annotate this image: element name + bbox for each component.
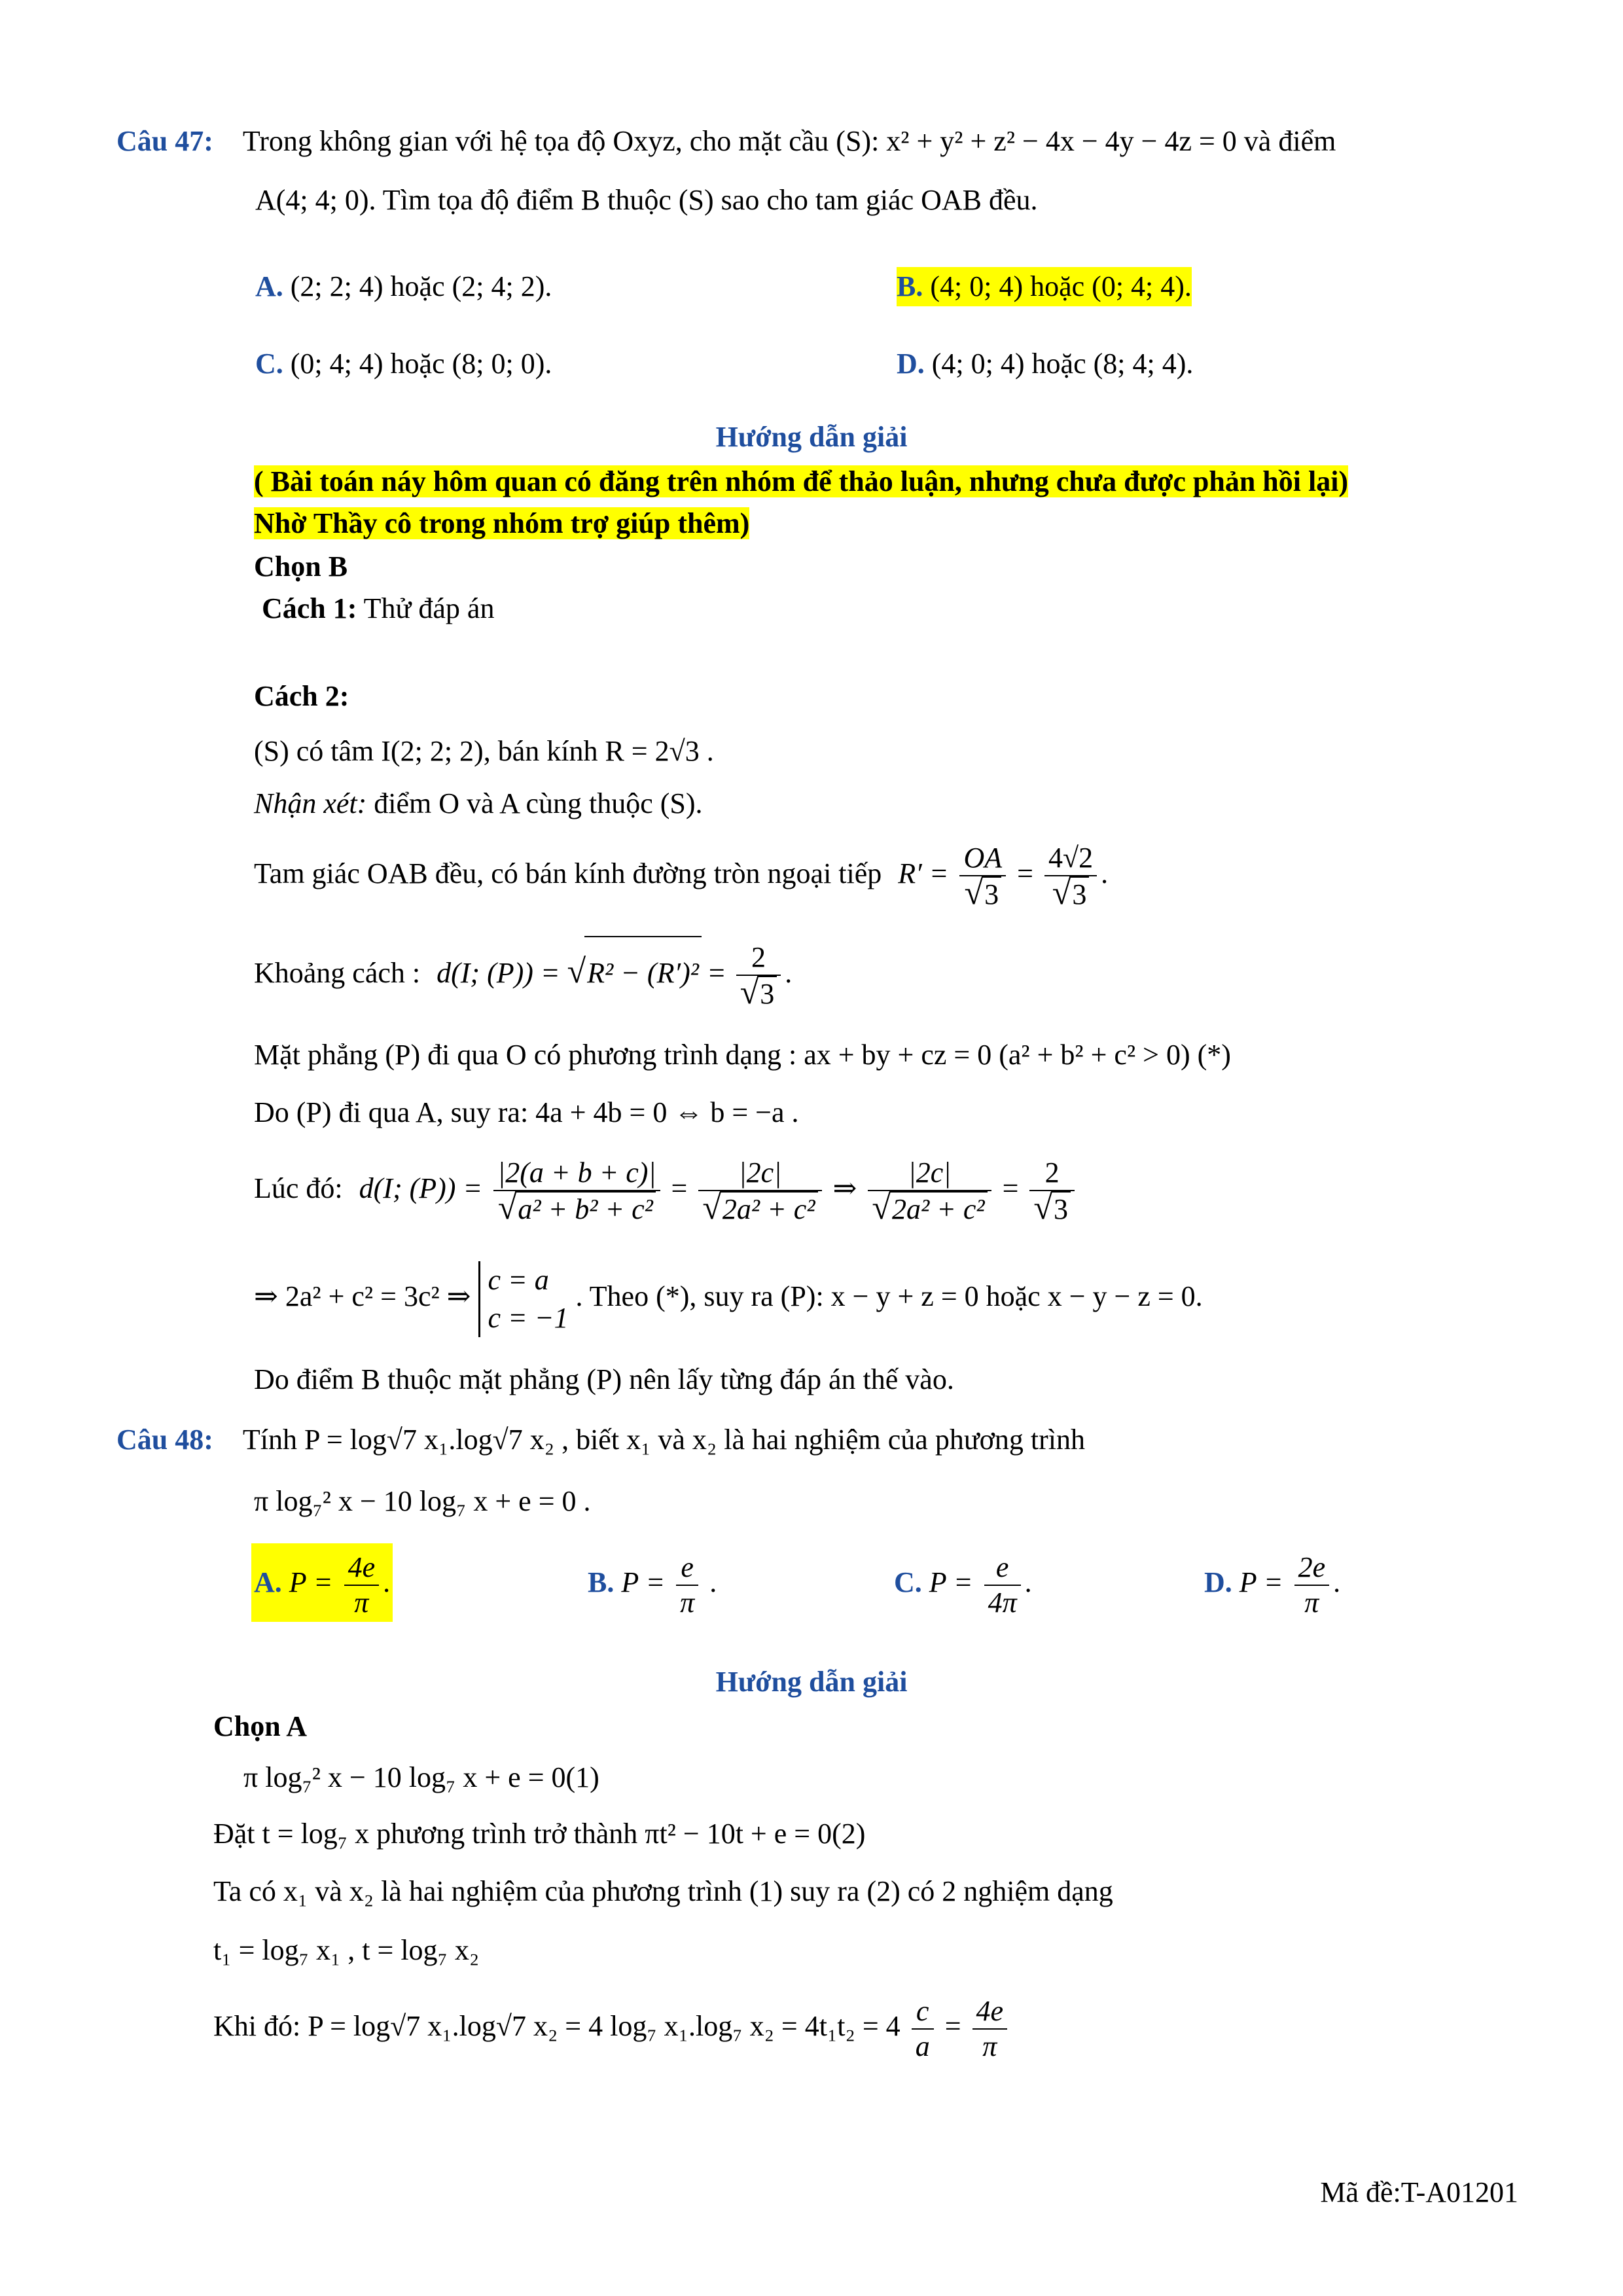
q48-stem-1: Tính P = log√7 x₁.log√7 x₂ , biết x₁ và x₂ là hai nghiệm của phương trình	[242, 1424, 1086, 1456]
frac-num: 2e	[1294, 1551, 1330, 1586]
q47-option-b-text: (4; 0; 4) hoặc (0; 4; 4).	[930, 270, 1192, 302]
frac-den: 4π	[988, 1586, 1017, 1619]
q48-line-5-frac-2	[972, 1994, 1008, 2064]
q48-line-1: π log₇² x − 10 log₇ x + e = 0(1)	[243, 1761, 599, 1793]
q47-step-8-post: . Theo (*), suy ra (P): x − y + z = 0 hoặc x − y − z = 0.	[575, 1280, 1203, 1312]
q47-step-2-label: Nhận xét:	[254, 787, 367, 819]
frac-den: 3	[1051, 1191, 1071, 1227]
q47-option-b-label: B.	[897, 270, 923, 302]
q48-choose: Chọn A	[213, 1710, 308, 1742]
q47-step-4-text: Khoảng cách :	[254, 957, 421, 989]
frac-den: 3	[1069, 876, 1089, 912]
q47-step-5: Mặt phẳng (P) đi qua O có phương trình dạng : ax + by + cz = 0 (a² + b² + c² > 0) (*)	[254, 1039, 1231, 1071]
q47-option-b	[897, 267, 1192, 306]
q47-case-1: c = a	[488, 1263, 549, 1296]
q47-note-1	[254, 462, 1348, 501]
q48-option-a-frac	[344, 1551, 380, 1620]
q47-choose: Chọn B	[254, 550, 348, 583]
q48-option-b: B. P = $\frac{e}{\pi}$ .	[588, 1551, 717, 1619]
q48-option-d-frac	[1294, 1551, 1330, 1620]
q48-line-2: Đặt t = log₇ x phương trình trở thành πt² − 10t + e = 0(2)	[213, 1818, 866, 1850]
q48-option-a-label: A.	[254, 1566, 282, 1598]
q47-step-7-lhs: d(I; (P)) =	[359, 1172, 483, 1204]
q47-case-2: c = −1	[488, 1301, 569, 1334]
frac-den: 2a² + c²	[720, 1191, 818, 1227]
q48-guide-title: Hướng dẫn giải	[715, 1666, 908, 1698]
frac-den: 2a² + c²	[889, 1191, 988, 1227]
exam-code-footer: Mã đề:T-A01201	[1320, 2176, 1518, 2208]
q47-note-2	[254, 504, 749, 543]
q48-option-b-label: B.	[588, 1566, 615, 1598]
frac-num: 4e	[972, 1994, 1008, 2030]
frac-den: 3	[757, 976, 777, 1011]
q47-step-3-text: Tam giác OAB đều, có bán kính đường tròn ngoại tiếp	[254, 857, 882, 889]
q47-option-c	[255, 344, 552, 384]
q47-option-a	[255, 267, 552, 306]
q47-step-7-frac-2: $\frac{|2c|}{\text{√2a² + c²}}$	[698, 1156, 821, 1227]
frac-den: a² + b² + c²	[515, 1191, 656, 1227]
q47-step-7-frac-3: $\frac{|2c|}{\text{√2a² + c²}}$	[868, 1156, 991, 1227]
q48-option-d: D. P = $\frac{2e}{\pi}$ .	[1204, 1551, 1341, 1619]
q47-option-a-text: (2; 2; 4) hoặc (2; 4; 2).	[290, 270, 552, 302]
frac-num: OA	[959, 841, 1006, 876]
q47-way1-text: Thử đáp án	[363, 592, 495, 624]
q47-step-4-frac: $\frac{2}{√3}$	[736, 941, 781, 1011]
q48-option-c-label: C.	[894, 1566, 922, 1598]
q47-step-3-lhs: R′ =	[898, 857, 949, 889]
q48-line1	[116, 1420, 1085, 1460]
q48-option-a: A. P = $\frac{4e}{\pi}$ .	[251, 1543, 393, 1622]
q47-step-4: Khoảng cách : d(I; (P)) = √R² − (R′)² = $\frac{2}{√3}$ .	[254, 936, 792, 1011]
frac-num: c	[912, 1994, 934, 2030]
q47-option-c-text: (0; 4; 4) hoặc (8; 0; 0).	[290, 348, 552, 380]
q47-guide-title: Hướng dẫn giải	[715, 421, 908, 453]
frac-num: e	[676, 1551, 698, 1586]
q48-option-c-lhs: P =	[929, 1566, 973, 1598]
q47-step-3-frac-1: $\frac{OA}{√3}$	[959, 841, 1006, 912]
q47-line1	[116, 122, 1336, 161]
frac-den: π	[982, 2030, 997, 2062]
q47-way1	[262, 589, 494, 628]
frac-num: 4e	[344, 1551, 380, 1586]
q47-step-1: (S) có tâm I(2; 2; 2), bán kính R = 2√3 .	[254, 735, 714, 767]
q47-note-1-text: ( Bài toán náy hôm quan có đăng trên nhóm để thảo luận, nhưng chưa được phản hồi lại)	[254, 465, 1349, 497]
q47-step-7-frac-1: $\frac{|2(a + b + c)|}{\text{√a² + b² + c²}}$	[493, 1156, 660, 1227]
q48-line-3: Ta có x₁ và x₂ là hai nghiệm của phương trình (1) suy ra (2) có 2 nghiệm dạng	[213, 1875, 1113, 1907]
frac-num: |2c|	[868, 1156, 991, 1191]
q48-line2: π log₇² x − 10 log₇ x + e = 0 .	[254, 1485, 591, 1517]
frac-den: π	[354, 1586, 369, 1619]
frac-num: e	[984, 1551, 1021, 1586]
q48-option-d-lhs: P =	[1239, 1566, 1283, 1598]
q47-way2-label: Cách 2:	[254, 680, 349, 712]
q47-step-8-cases	[478, 1261, 569, 1337]
frac-den: π	[1304, 1586, 1319, 1619]
q47-option-d	[897, 344, 1193, 384]
q47-step-3-frac-2: $\frac{4√2}{√3}$	[1044, 841, 1097, 912]
q47-step-2	[254, 784, 703, 823]
q48-line-5-frac-1	[912, 1994, 934, 2064]
q47-note-2-text: Nhờ Thầy cô trong nhóm trợ giúp thêm)	[254, 507, 750, 539]
q48-line-4: t₁ = log₇ x₁ , t = log₇ x₂	[213, 1934, 480, 1966]
frac-num: 2	[1029, 1156, 1075, 1191]
q47-step-6: Do (P) đi qua A, suy ra: 4a + 4b = 0 ⇔ b = −a .	[254, 1096, 799, 1128]
q47-step-7-text: Lúc đó:	[254, 1172, 343, 1204]
q47-option-d-label: D.	[897, 348, 925, 380]
q48-option-b-lhs: P =	[621, 1566, 666, 1598]
q47-step-9: Do điểm B thuộc mặt phẳng (P) nên lấy từng đáp án thế vào.	[254, 1363, 954, 1395]
q48-option-d-label: D.	[1204, 1566, 1232, 1598]
q48-option-b-frac	[676, 1551, 698, 1620]
q47-label: Câu 47:	[116, 125, 213, 157]
q47-line2: A(4; 4; 0). Tìm tọa độ điểm B thuộc (S) sao cho tam giác OAB đều.	[255, 184, 1038, 216]
q47-step-8	[254, 1254, 1203, 1339]
q47-stem-1: Trong không gian với hệ tọa độ Oxyz, cho mặt cầu (S): x² + y² + z² − 4x − 4y − 4z = 0 và điểm	[242, 125, 1336, 157]
q47-option-d-text: (4; 0; 4) hoặc (8; 4; 4).	[931, 348, 1194, 380]
frac-num: 4√2	[1044, 841, 1097, 876]
q47-step-4-lhs: d(I; (P)) =	[437, 957, 560, 989]
q48-option-c-frac	[984, 1551, 1021, 1620]
q47-way1-label: Cách 1:	[262, 592, 357, 624]
q48-option-a-lhs: P =	[289, 1566, 333, 1598]
frac-num: 2	[736, 941, 781, 976]
q47-step-7: Lúc đó: d(I; (P)) = $\frac{|2(a + b + c)|}{\text{√a² + b² + c²}}$ = $\frac{|2c|}{\text{√2a² + c²}}$ ⇒ $\frac{|2c|}{\text{√2a² + c²}}$ = $\frac{2}{√3}$	[254, 1149, 1079, 1228]
q47-step-2-text: điểm O và A cùng thuộc (S).	[374, 787, 703, 819]
q47-step-4-radical: R² − (R′)²	[584, 936, 702, 1009]
q48-option-c: C. P = $\frac{e}{4\pi}$ .	[894, 1551, 1032, 1619]
frac-den: 3	[982, 876, 1001, 912]
q48-label: Câu 48:	[116, 1424, 213, 1456]
frac-num: |2(a + b + c)|	[493, 1156, 660, 1191]
q47-step-7-frac-4: $\frac{2}{√3}$	[1029, 1156, 1075, 1227]
frac-den: π	[680, 1586, 695, 1619]
q47-step-3: Tam giác OAB đều, có bán kính đường tròn ngoại tiếp R′ = $\frac{OA}{√3}$ = $\frac{4√2}{√3}$ .	[254, 841, 1109, 912]
q48-line-5: Khi đó: P = log√7 x₁.log√7 x₂ = 4 log₇ x₁.log₇ x₂ = 4t₁t₂ = 4 $\frac{c}{a}$ = $\frac{4e}{\pi}$	[213, 1987, 1011, 2066]
frac-num: |2c|	[698, 1156, 821, 1191]
q47-option-c-label: C.	[255, 348, 283, 380]
q47-step-8-pre: ⇒ 2a² + c² = 3c² ⇒	[254, 1280, 471, 1312]
q47-option-a-label: A.	[255, 270, 283, 302]
frac-den: a	[915, 2030, 930, 2062]
q48-line-5-pre: Khi đó: P = log√7 x₁.log√7 x₂ = 4 log₇ x₁.log₇ x₂ = 4t₁t₂ = 4	[213, 2010, 901, 2042]
